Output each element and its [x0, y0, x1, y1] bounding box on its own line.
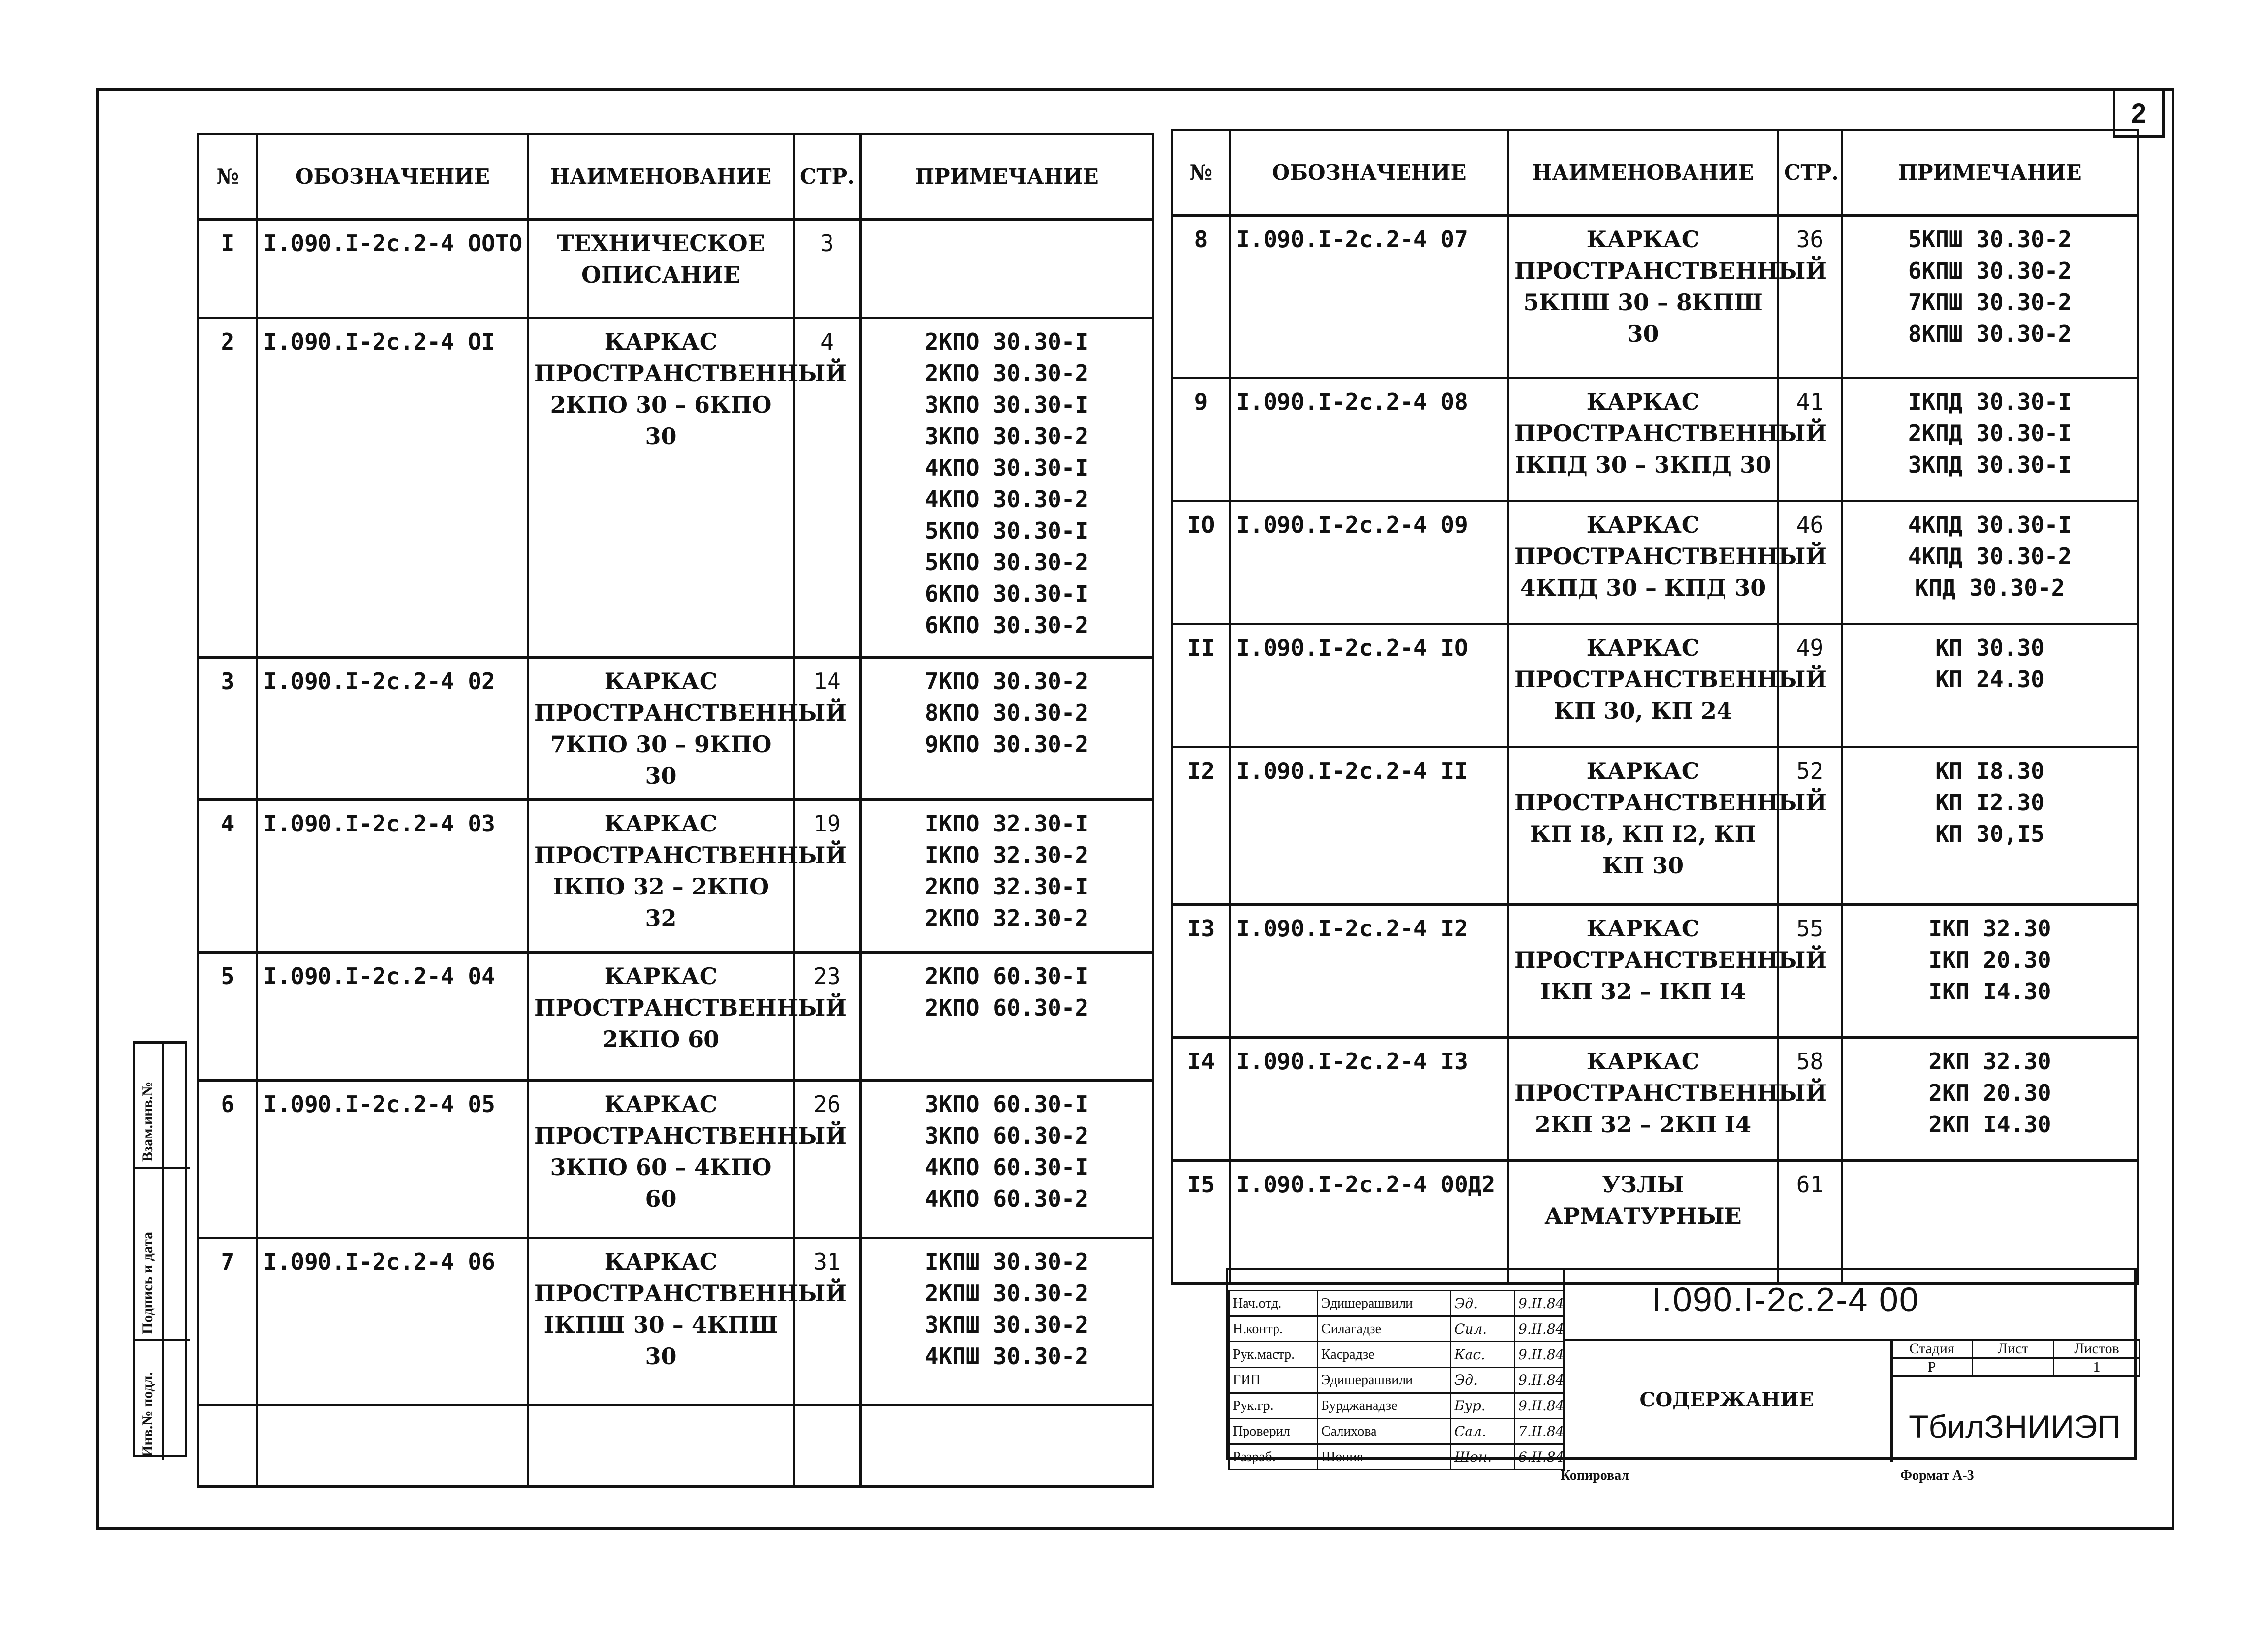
- sheet-value: [1973, 1358, 2054, 1376]
- signature-sign: Сал.: [1451, 1419, 1515, 1444]
- row-notes: [861, 1238, 1153, 1405]
- stage-table: [1890, 1339, 2140, 1377]
- signature-role: Нач.отд.: [1229, 1291, 1318, 1316]
- row-designation: I.090.I-2с.2-4 09: [1230, 501, 1508, 624]
- row-name-line: КАРКАС: [604, 328, 718, 355]
- row-note-line: IКП 20.30: [1928, 947, 2051, 973]
- row-number: 9: [1172, 378, 1230, 501]
- row-number: I3: [1172, 905, 1230, 1038]
- signature-role: Разраб.: [1229, 1444, 1318, 1470]
- row-designation: I.090.I-2с.2-4 I3: [1230, 1038, 1508, 1161]
- signature-date: 9.II.84: [1515, 1393, 1564, 1419]
- row-name-line: КАРКАС: [604, 1091, 718, 1117]
- left-row-2: [198, 318, 1153, 658]
- row-name-line: ПРОСТРАНСТВЕННЫЙ: [534, 700, 847, 726]
- row-note-line: 5КПО 30.30-2: [925, 549, 1089, 575]
- row-number: I2: [1172, 747, 1230, 905]
- row-note-line: 7КПШ 30.30-2: [1908, 289, 2072, 316]
- row-page: 41: [1778, 378, 1842, 501]
- row-name-line: КАРКАС: [1586, 915, 1700, 942]
- row-note-line: 5КПО 30.30-I: [925, 517, 1089, 544]
- row-designation: I.090.I-2с.2-4 II: [1230, 747, 1508, 905]
- stage-label: Стадия: [1891, 1340, 1973, 1358]
- signature-name: Силагадзе: [1318, 1316, 1451, 1342]
- header-note: ПРИМЕЧАНИЕ: [861, 134, 1153, 220]
- row-name-line: IКПД 30 – 3КПД 30: [1515, 451, 1771, 478]
- row-name-line: КАРКАС: [1586, 226, 1700, 253]
- row-name-line: ПРОСТРАНСТВЕННЫЙ: [534, 842, 847, 868]
- signature-sign: Эд.: [1451, 1368, 1515, 1393]
- row-designation: I.090.I-2с.2-4 02: [257, 658, 528, 800]
- signature-row: [1229, 1316, 1564, 1342]
- row-designation: I.090.I-2с.2-4 OI: [257, 318, 528, 658]
- row-note-line: 5КПШ 30.30-2: [1908, 226, 2072, 253]
- side-stamp-replace: Взам.инв.№: [139, 1081, 156, 1162]
- row-designation: I.090.I-2с.2-4 04: [257, 953, 528, 1081]
- row-name-line: ПРОСТРАНСТВЕННЫЙ: [534, 1280, 847, 1307]
- row-note-line: 2КПО 60.30-2: [925, 994, 1089, 1021]
- signature-name: Эдишерашвили: [1318, 1291, 1451, 1316]
- row-name-line: ПРОСТРАНСТВЕННЫЙ: [1514, 543, 1827, 570]
- row-number: 5: [198, 953, 257, 1081]
- signature-role: Проверил: [1229, 1419, 1318, 1444]
- row-name-line: 3КПО 60 – 4КПО 60: [550, 1154, 772, 1212]
- signature-name: Салихова: [1318, 1419, 1451, 1444]
- row-name-line: 4КПД 30 – КПД 30: [1520, 575, 1766, 601]
- row-name-line: КП I8, КП I2, КП: [1530, 821, 1756, 847]
- empty-cell: [257, 1405, 528, 1487]
- row-name-line: ПРОСТРАНСТВЕННЫЙ: [1514, 789, 1827, 816]
- row-note-line: 2КПО 32.30-I: [925, 873, 1089, 900]
- row-note-line: 3КПО 60.30-I: [925, 1091, 1089, 1117]
- row-number: 3: [198, 658, 257, 800]
- row-designation: I.090.I-2с.2-4 05: [257, 1081, 528, 1238]
- row-notes: [1842, 1161, 2138, 1284]
- row-page: 58: [1778, 1038, 1842, 1161]
- left-row-7: [198, 1238, 1153, 1405]
- copied-label: Копировал: [1561, 1468, 1629, 1483]
- row-notes: [1842, 1038, 2138, 1161]
- header-oboz-right: ОБОЗНАЧЕНИЕ: [1230, 130, 1508, 216]
- header-oboz: ОБОЗНАЧЕНИЕ: [257, 134, 528, 220]
- row-number: 6: [198, 1081, 257, 1238]
- row-number: 7: [198, 1238, 257, 1405]
- row-name-line: IКПШ 30 – 4КПШ 30: [543, 1311, 778, 1370]
- row-designation: I.090.I-2с.2-4 IO: [1230, 624, 1508, 747]
- signature-row: [1229, 1291, 1564, 1316]
- row-name-line: КАРКАС: [604, 668, 718, 695]
- row-note-line: 2КПО 30.30-2: [925, 360, 1089, 386]
- signature-date: 6.II.84: [1515, 1444, 1564, 1470]
- row-note-line: 4КПО 30.30-2: [925, 486, 1089, 512]
- row-note-line: 2КП 20.30: [1928, 1080, 2051, 1106]
- row-notes: [861, 800, 1153, 953]
- row-note-line: 2КПД 30.30-I: [1908, 420, 2072, 447]
- row-name-line: ПРОСТРАНСТВЕННЫЙ: [1514, 666, 1827, 693]
- row-notes: [861, 220, 1153, 318]
- row-name-line: АРМАТУРНЫЕ: [1544, 1203, 1742, 1229]
- row-note-line: КП 24.30: [1935, 666, 2044, 693]
- signature-name: Шония: [1318, 1444, 1451, 1470]
- row-notes: [1842, 747, 2138, 905]
- left-row-3: [198, 658, 1153, 800]
- right-row-4: [1172, 624, 2138, 747]
- document-title: СОДЕРЖАНИЕ: [1639, 1388, 1814, 1411]
- signature-name: Эдишерашвили: [1318, 1368, 1451, 1393]
- signature-sign: Сил.: [1451, 1316, 1515, 1342]
- row-note-line: 2КП I4.30: [1928, 1111, 2051, 1138]
- row-name-line: КАРКАС: [1586, 635, 1700, 661]
- left-row-5: [198, 953, 1153, 1081]
- row-name: [528, 220, 794, 318]
- row-note-line: КПД 30.30-2: [1915, 575, 2065, 601]
- title-block: [1226, 1268, 2137, 1465]
- signature-date: 9.II.84: [1515, 1291, 1564, 1316]
- row-designation: I.090.I-2с.2-4 08: [1230, 378, 1508, 501]
- signature-sign: Бур.: [1451, 1393, 1515, 1419]
- row-name-line: КП 30, КП 24: [1554, 698, 1732, 724]
- row-name-line: КАРКАС: [604, 963, 718, 990]
- row-note-line: 2КПО 32.30-2: [925, 905, 1089, 931]
- signature-row: [1229, 1393, 1564, 1419]
- header-name-right: НАИМЕНОВАНИЕ: [1508, 130, 1778, 216]
- signature-date: 9.II.84: [1515, 1316, 1564, 1342]
- row-note-line: 8КПО 30.30-2: [925, 700, 1089, 726]
- row-number: IO: [1172, 501, 1230, 624]
- signature-date: 9.II.84: [1515, 1368, 1564, 1393]
- row-page: 61: [1778, 1161, 1842, 1284]
- signature-row: [1229, 1444, 1564, 1470]
- row-name-line: КАРКАС: [1586, 1048, 1700, 1075]
- sheet-label: Лист: [1973, 1340, 2054, 1358]
- row-number: I5: [1172, 1161, 1230, 1284]
- row-name-line: ПРОСТРАНСТВЕННЫЙ: [1514, 420, 1827, 447]
- signature-role: Рук.мастр.: [1229, 1342, 1318, 1368]
- row-note-line: КП I8.30: [1935, 758, 2044, 784]
- row-note-line: IКПШ 30.30-2: [925, 1248, 1089, 1275]
- left-row-empty: [198, 1405, 1153, 1487]
- row-note-line: 4КПД 30.30-2: [1908, 543, 2072, 570]
- right-row-5: [1172, 747, 2138, 905]
- side-stamp-divider-2: [135, 1167, 190, 1169]
- signature-row: [1229, 1342, 1564, 1368]
- row-page: 14: [794, 658, 861, 800]
- right-row-7: [1172, 1038, 2138, 1161]
- signature-table: [1228, 1290, 1565, 1470]
- row-note-line: 3КПШ 30.30-2: [925, 1311, 1089, 1338]
- left-row-4: [198, 800, 1153, 953]
- row-note-line: 2КПШ 30.30-2: [925, 1280, 1089, 1307]
- header-page-right: СТР.: [1778, 130, 1842, 216]
- row-notes: [1842, 905, 2138, 1038]
- row-name-line: ПРОСТРАНСТВЕННЫЙ: [1514, 257, 1827, 284]
- title-left-divider: [1563, 1270, 1565, 1462]
- right-row-8: [1172, 1161, 2138, 1284]
- row-number: 4: [198, 800, 257, 953]
- row-designation: I.090.I-2с.2-4 I2: [1230, 905, 1508, 1038]
- row-note-line: 7КПО 30.30-2: [925, 668, 1089, 695]
- empty-cell: [861, 1405, 1153, 1487]
- sheets-label: Листов: [2054, 1340, 2140, 1358]
- side-stamp-divider-3: [135, 1339, 190, 1341]
- left-spec-table: [197, 133, 1154, 1488]
- row-note-line: 2КП 32.30: [1928, 1048, 2051, 1075]
- row-notes: [861, 1081, 1153, 1238]
- row-note-line: 3КПО 30.30-2: [925, 423, 1089, 449]
- right-row-2: [1172, 378, 2138, 501]
- row-notes: [861, 318, 1153, 658]
- row-note-line: 2КПО 60.30-I: [925, 963, 1089, 990]
- signature-date: 9.II.84: [1515, 1342, 1564, 1368]
- row-note-line: 4КПД 30.30-I: [1908, 511, 2072, 538]
- right-spec-table: [1171, 129, 2139, 1285]
- row-name-line: 5КПШ 30 – 8КПШ 30: [1523, 289, 1763, 347]
- sheet-number: 2: [2113, 89, 2165, 138]
- row-note-line: КП 30,I5: [1935, 821, 2044, 847]
- row-note-line: 2КПО 30.30-I: [925, 328, 1089, 355]
- row-page: 4: [794, 318, 861, 658]
- row-page: 31: [794, 1238, 861, 1405]
- row-name-line: КП 30: [1602, 852, 1684, 879]
- empty-cell: [528, 1405, 794, 1487]
- row-name-line: 2КП 32 – 2КП I4: [1534, 1111, 1752, 1138]
- right-header-row: [1172, 130, 2138, 216]
- row-page: 46: [1778, 501, 1842, 624]
- row-name-line: 2КПО 30 – 6КПО 30: [550, 391, 772, 449]
- row-page: 36: [1778, 216, 1842, 378]
- sheets-value: 1: [2054, 1358, 2140, 1376]
- row-page: 3: [794, 220, 861, 318]
- row-note-line: 9КПО 30.30-2: [925, 731, 1089, 758]
- row-note-line: IКПО 32.30-2: [925, 842, 1089, 868]
- row-note-line: 4КПО 30.30-I: [925, 454, 1089, 481]
- row-notes: [861, 953, 1153, 1081]
- row-name-line: КАРКАС: [604, 1248, 718, 1275]
- side-stamp-divider-1: [162, 1044, 164, 1460]
- empty-cell: [794, 1405, 861, 1487]
- side-stamp-sign: Подпись и дата: [139, 1231, 156, 1334]
- row-note-line: IКП 32.30: [1928, 915, 2051, 942]
- signature-role: Рук.гр.: [1229, 1393, 1318, 1419]
- signature-date: 7.II.84: [1515, 1419, 1564, 1444]
- row-name-line: ПРОСТРАНСТВЕННЫЙ: [534, 994, 847, 1021]
- right-row-3: [1172, 501, 2138, 624]
- row-notes: [1842, 624, 2138, 747]
- signature-row: [1229, 1419, 1564, 1444]
- row-name-line: ТЕХНИЧЕСКОЕ: [557, 230, 765, 256]
- header-num-right: №: [1172, 130, 1230, 216]
- signature-sign: Кас.: [1451, 1342, 1515, 1368]
- row-name-line: КАРКАС: [1586, 758, 1700, 784]
- left-row-1: [198, 220, 1153, 318]
- row-number: II: [1172, 624, 1230, 747]
- row-name-line: ПРОСТРАНСТВЕННЫЙ: [1514, 1080, 1827, 1106]
- row-name-line: 2КПО 60: [602, 1026, 720, 1053]
- header-name: НАИМЕНОВАНИЕ: [528, 134, 794, 220]
- header-note-right: ПРИМЕЧАНИЕ: [1842, 130, 2138, 216]
- row-note-line: IКПД 30.30-I: [1908, 388, 2072, 415]
- row-name-line: КАРКАС: [1586, 388, 1700, 415]
- row-page: 52: [1778, 747, 1842, 905]
- row-number: I4: [1172, 1038, 1230, 1161]
- row-name-line: КАРКАС: [1586, 511, 1700, 538]
- row-notes: [1842, 501, 2138, 624]
- signature-name: Касрадзе: [1318, 1342, 1451, 1368]
- row-name-line: УЗЛЫ: [1602, 1171, 1684, 1198]
- format-label: Формат А-3: [1900, 1468, 1974, 1483]
- row-name: [1508, 1161, 1778, 1284]
- organization-name: ТбилЗНИИЭП: [1909, 1408, 2121, 1445]
- signature-name: Бурджанадзе: [1318, 1393, 1451, 1419]
- signature-sign: Шон.: [1451, 1444, 1515, 1470]
- row-notes: [1842, 216, 2138, 378]
- row-note-line: 3КПО 60.30-2: [925, 1122, 1089, 1149]
- row-designation: I.090.I-2с.2-4 ООТО: [257, 220, 528, 318]
- drawing-code: I.090.I-2с.2-4 00: [1652, 1280, 1919, 1319]
- left-header-row: [198, 134, 1153, 220]
- signature-role: Н.контр.: [1229, 1316, 1318, 1342]
- row-name-line: КАРКАС: [604, 810, 718, 837]
- stage-value: Р: [1891, 1358, 1973, 1376]
- right-table-body: [1172, 216, 2138, 1284]
- row-page: 23: [794, 953, 861, 1081]
- row-note-line: 8КПШ 30.30-2: [1908, 320, 2072, 347]
- row-notes: [1842, 378, 2138, 501]
- row-note-line: IКПО 32.30-I: [925, 810, 1089, 837]
- row-note-line: КП I2.30: [1935, 789, 2044, 816]
- row-designation: I.090.I-2с.2-4 00Д2: [1230, 1161, 1508, 1284]
- row-note-line: КП 30.30: [1935, 635, 2044, 661]
- row-note-line: 6КПШ 30.30-2: [1908, 257, 2072, 284]
- row-number: I: [198, 220, 257, 318]
- row-note-line: 6КПО 30.30-I: [925, 580, 1089, 607]
- row-name-line: ПРОСТРАНСТВЕННЫЙ: [534, 1122, 847, 1149]
- row-name-line: 7КПО 30 – 9КПО 30: [550, 731, 772, 789]
- side-stamp-inv: Инв.№ подл.: [139, 1372, 156, 1457]
- left-row-6: [198, 1081, 1153, 1238]
- row-note-line: 4КПШ 30.30-2: [925, 1343, 1089, 1370]
- right-row-6: [1172, 905, 2138, 1038]
- right-row-1: [1172, 216, 2138, 378]
- row-note-line: IКП I4.30: [1928, 978, 2051, 1005]
- row-page: 55: [1778, 905, 1842, 1038]
- row-designation: I.090.I-2с.2-4 03: [257, 800, 528, 953]
- row-name-line: ПРОСТРАНСТВЕННЫЙ: [534, 360, 847, 386]
- row-note-line: 6КПО 30.30-2: [925, 612, 1089, 638]
- row-notes: [861, 658, 1153, 800]
- row-name-line: ПРОСТРАНСТВЕННЫЙ: [1514, 947, 1827, 973]
- header-page: СТР.: [794, 134, 861, 220]
- row-name-line: IКПО 32 – 2КПО 32: [552, 873, 769, 931]
- signature-row: [1229, 1368, 1564, 1393]
- row-designation: I.090.I-2с.2-4 06: [257, 1238, 528, 1405]
- row-page: 19: [794, 800, 861, 953]
- signature-role: ГИП: [1229, 1368, 1318, 1393]
- header-num: №: [198, 134, 257, 220]
- row-number: 8: [1172, 216, 1230, 378]
- left-table-body: [198, 220, 1153, 1487]
- row-note-line: 4КПО 60.30-I: [925, 1154, 1089, 1181]
- signature-sign: Эд.: [1451, 1291, 1515, 1316]
- row-name: [528, 318, 847, 658]
- side-stamp: [133, 1041, 187, 1457]
- row-note-line: 4КПО 60.30-2: [925, 1185, 1089, 1212]
- row-name-line: ОПИСАНИЕ: [581, 261, 741, 288]
- row-name-line: IКП 32 – IКП I4: [1540, 978, 1746, 1005]
- row-designation: I.090.I-2с.2-4 07: [1230, 216, 1508, 378]
- row-page: 49: [1778, 624, 1842, 747]
- row-note-line: 3КПО 30.30-I: [925, 391, 1089, 418]
- row-note-line: 3КПД 30.30-I: [1908, 451, 2072, 478]
- empty-cell: [198, 1405, 257, 1487]
- row-page: 26: [794, 1081, 861, 1238]
- row-number: 2: [198, 318, 257, 658]
